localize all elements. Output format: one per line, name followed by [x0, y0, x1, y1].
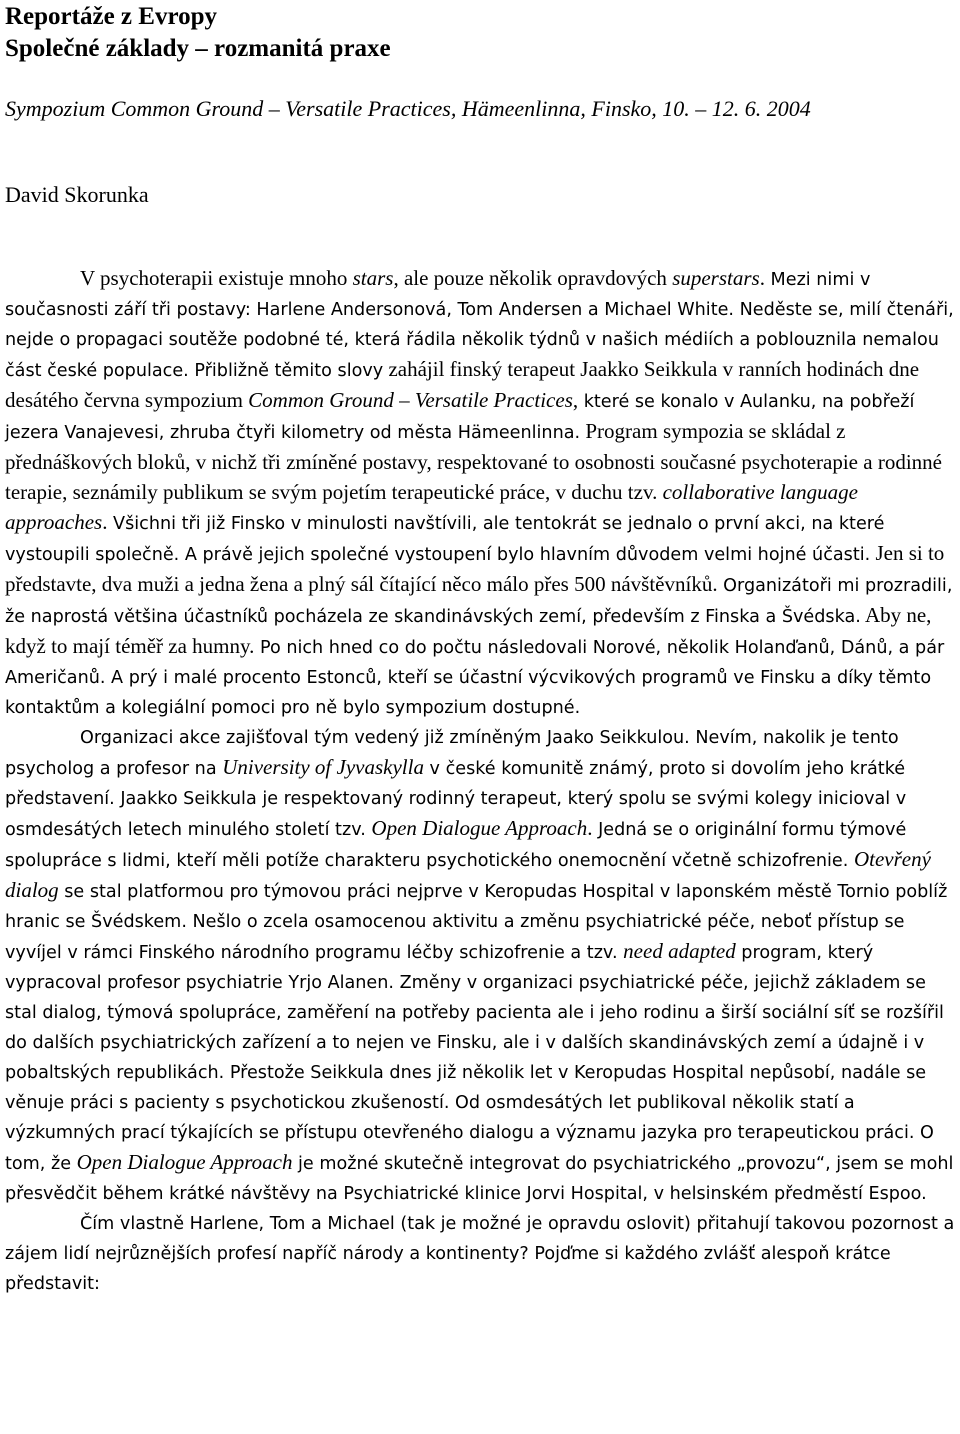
text-run: Změny v organizaci psychiatrické péče, jejichž základem se stal dialog, týmová spolupráce, zaměření na potřeby pacienta ale i jeho rodinu a širší sociální síť se rozšířil do dalších psychiatrických zařízení a to nejen ve Finsku, ale i v dalších skandinávských zemí a údajně i v pobaltských republikách. [5, 973, 944, 1083]
text-run: V psychoterapii existuje mnoho [80, 266, 353, 290]
text-run: Nešlo o zcela osamocenou aktivitu a změnu psychiatrické péče, neboť přístup se vyvíjel v rámci Finského národního programu léčby schizofrenie a tzv. [5, 912, 905, 963]
text-run-italic: University of Jyvaskylla [222, 755, 424, 779]
text-run: . [102, 510, 108, 534]
text-run: Pojďme si každého zvlášť alespoň krátce představit: [5, 1244, 891, 1294]
text-run: Organizaci akce zajišťoval tým vedený již zmíněným Jaako Seikkulou. [80, 728, 690, 748]
text-run: Čím vlastně Harlene, Tom a Michael (tak je možné je opravdu oslovit) přitahují takovou pozornost a zájem lidí nejrůznějších profesí napříč národy a kontinenty? [5, 1214, 955, 1264]
text-run-italic: stars [352, 266, 394, 290]
text-run: . [759, 266, 765, 290]
text-run: A právě jejich společné vystoupení bylo hlavním důvodem velmi hojné účasti. [179, 545, 871, 565]
text-run: Přestože Seikkula dnes již několik let v Keropudas Hospital nepůsobí, nadále se věnuje práci s pacienty s psychotickou zkušeností. [5, 1063, 927, 1113]
text-run: Mezi nimi v současnosti září tři postavy: Harlene Andersonová, Tom Andersen a Michael [5, 270, 871, 320]
text-run: zahájil finský terapeut Jaakko Seikkula v ranních hodinách dne desátého června sympozium [5, 357, 920, 412]
text-run: je možné skutečně integrovat do psychiatrického „provozu“, jsem se mohl přesvědčit během krátké návštěvy na Psychiatrické klinice Jorvi Hospital, v helsinském předměstí Espoo. [5, 1154, 954, 1204]
text-run-italic: need adapted [623, 939, 736, 963]
author-name: David Skorunka [5, 182, 149, 207]
text-run-italic: Otevřený dialog [5, 847, 931, 902]
text-run: se stal platformou pro týmovou práci nejprve v Keropudas Hospital v laponském městě Tornio poblíž hranic se Švédskem. [5, 882, 948, 932]
text-run: White. [671, 300, 735, 320]
text-run: Přibližně těmito slovy [188, 361, 384, 381]
text-run: v české komunitě známý, proto si dovolím jeho krátké představení. [5, 759, 906, 809]
text-run: Jen si to představte, dva muži a jedna žena a plný sál čítající něco málo přes 500 návštěvníků. [5, 541, 945, 596]
document-title: Reportáže z Evropy [5, 3, 217, 30]
text-run: Nevím, nakolik je tento psycholog a profesor na [5, 728, 899, 779]
text-run: Po nich hned co do počtu následovali Norové, několik Holanďanů, Dánů, a pár Američanů. [5, 638, 945, 688]
text-run: A prý i malé procento Estonců, kteří se účastní výcvikových programů ve Finsku a díky těmto kontaktům a kolegiální pomoci pro ně bylo sympozium dostupné. [5, 668, 932, 718]
text-run: . [587, 816, 593, 840]
text-run: Od osmdesátých let publikoval několik statí a výzkumných prací týkajících se přístupu otevřeného dialogu a významu jazyka pro terapeutickou práci. [5, 1093, 915, 1143]
text-run-italic: collaborative language approaches [5, 480, 858, 534]
text-run: program, který vypracoval profesor psychiatrie Yrjo Alanen. [5, 943, 874, 993]
text-run: Jedná se o originální formu týmové spolupráce s lidmi, kteří měli potíže charakteru psychotického onemocnění včetně schizofrenie. [5, 820, 907, 871]
paragraph-2 [5, 723, 957, 1209]
text-run: , [572, 388, 579, 412]
text-run: Organizátoři mi prozradili, že naprostá většina účastníků pocházela ze skandinávských zemí, především z Finska a Švédska. [5, 576, 953, 627]
text-run: Jaakko Seikkula je respektovaný rodinný terapeut, který spolu se svými kolegy inicioval v osmdesátých letech minulého století tzv. [5, 789, 907, 840]
text-run: Aby ne, když to mají téměř za humny. [5, 603, 932, 658]
text-run-italic: Open Dialogue Approach [371, 816, 588, 840]
event-subtitle: Sympozium Common Ground – Versatile Practices, Hämeenlinna, Finsko, 10. – 12. 6. 2004 [5, 96, 811, 121]
text-run-italic: Open Dialogue Approach [76, 1150, 293, 1174]
paragraph-1 [5, 264, 957, 723]
text-run-italic: superstars [672, 266, 760, 290]
text-run: Všichni tři již Finsko v minulosti navštívili, ale tentokrát se jednalo o první akci, na které vystoupili společně. [5, 514, 885, 565]
text-run-italic: Common Ground – Versatile Practices [248, 388, 573, 412]
document-title-secondary: Společné základy – rozmanitá praxe [5, 35, 391, 62]
text-run: které se konalo v Aulanku, na pobřeží jezera Vanajevesi, zhruba čtyři kilometry od města Hämeenlinna. [5, 392, 915, 443]
text-run: , ale pouze několik opravdových [393, 266, 673, 290]
article-body [5, 264, 957, 1299]
paragraph-3 [5, 1209, 957, 1299]
text-run: Neděste se, milí čtenáři, nejde o propagaci soutěže podobné té, která řádila několik týdnů v našich médiích a poblouznila nemalou část české populace. [5, 300, 954, 381]
text-run: O tom, že [5, 1123, 934, 1174]
text-run: Program sympozia se skládal z přednáškových bloků, v nichž tři zmíněné postavy, respektované to osobnosti současné psychoterapie a rodinné terapie, seznámily publikum se svým pojetím terapeutické práce, v duchu tzv. [5, 419, 942, 504]
